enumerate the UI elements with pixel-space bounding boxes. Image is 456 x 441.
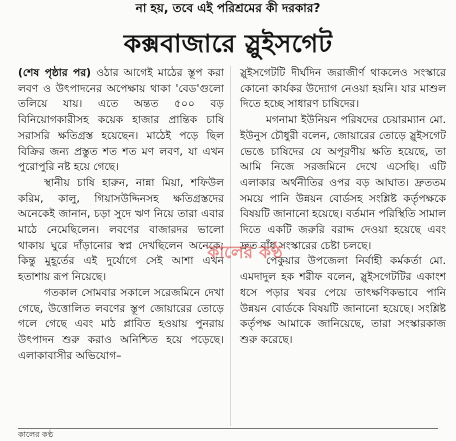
continued-tag: (শেষ পৃষ্ঠার পর) xyxy=(18,67,92,79)
article-column-left xyxy=(18,66,224,364)
paragraph: পেকুয়ার উপজেলা নির্বাহী কর্মকর্তা মো. এমদাদুল হক শরীফ বলেন, স্লুইসগেটটির একাংশ ধসে পড়ার খবর পেয়ে তাৎক্ষণিকভাবে পানি উন্নয়ন বোর্ডকে বিষয়টি জানানো হয়েছে। সংশ্লিষ্ট কর্তৃপক্ষ আমাকে জানিয়েছে, তারা সংস্কারকাজ শুরু করেছে। xyxy=(240,255,446,346)
paragraph: স্লুইসগেটটি দীর্ঘদিন জরাজীর্ণ থাকলেও সংস্কারে কোনো কার্যকর উদ্যোগ নেওয়া হয়নি। যার মাশুল দিতে হচ্ছে সাধারণ চাষিদের। xyxy=(240,67,446,111)
paragraph: মগনামা ইউনিয়ন পরিষদের চেয়ারম্যান মো. ইউনুস চৌধুরী বলেন, জোয়ারের তোড়ে স্লুইসগেট ভেঙে চাষিদের যে অপূরণীয় ক্ষতি হয়েছে, তা আমি নিজে সরজমিনে দেখে এসেছি। এটি এলাকার অর্থনীতির ওপর বড় আঘাত। দ্রুততম সময়ে পানি উন্নয়ন বোর্ডসহ সংশ্লিষ্ট কর্তৃপক্ষকে বিষয়টি জানানো হয়েছে। বর্তমান পরিস্থিতি সামাল দিতে একটি জরুরি বরাদ্দ দেওয়া হয়েছে এবং দ্রুত বাঁধ সংস্কারের চেষ্টা চলছে। xyxy=(240,114,446,252)
article-headline: কক্সবাজারে স্লুইসগেট xyxy=(123,29,333,58)
kicker-line: না হয়, তবে এই পরিশ্রমের কী দরকার? xyxy=(135,1,321,15)
paragraph: স্থানীয় চাষি হারুন, নান্না মিয়া, শফিউল করিম, কালু, গিয়াসউদ্দিনসহ ক্ষতিগ্রস্তদের অনেকেই জানান, চড়া সুদে ঋণ নিয়ে তারা এবার মাঠে নেমেছিলেন। লবণের বাজারদর ভালো থাকায় ঘুরে দাঁড়ানোর স্বপ্ন দেখছিলেন অনেকে; কিন্তু মুহূর্তের এই দুর্যোগে সেই আশা এখন হতাশায় রূপ নিয়েছে। xyxy=(18,176,224,284)
paragraph: গতকাল সোমবার সকালে সরেজমিনে দেখা গেছে, উত্তোলিত লবণের স্তূপ জোয়ারের তোড়ে গলে গেছে এবং মাঠ প্লাবিত হওয়ায় পুনরায় উৎপাদন শুরু করাও অনিশ্চিত হয়ে পড়েছে। এলাকাবাসীর অভিযোগ– xyxy=(18,286,224,362)
newspaper-watermark: কালের কণ্ঠ xyxy=(207,243,283,263)
paragraph-text: ওঠার আগেই মাঠের স্তূপ করা লবণ ও উৎপাদনের অপেক্ষায় থাকা 'বেড'গুলো তলিয়ে যায়। এতে অন্তত ৫০০ বড় বিনিয়োগকারীসহ কয়েক হাজার প্রান্তিক চাষি সরাসরি ক্ষতিগ্রস্ত হয়েছেন। মাঠেই পড়ে ছিল বিক্রির জন্য প্রস্তুত শত শত মণ লবণ, যা এখন পুরোপুরি নষ্ট হয়ে গেছে। xyxy=(18,67,225,174)
paragraph-continued xyxy=(18,66,224,176)
column-divider xyxy=(230,66,231,426)
footer-strip: কালের কণ্ঠ xyxy=(18,428,438,441)
article-column-right xyxy=(240,66,446,349)
